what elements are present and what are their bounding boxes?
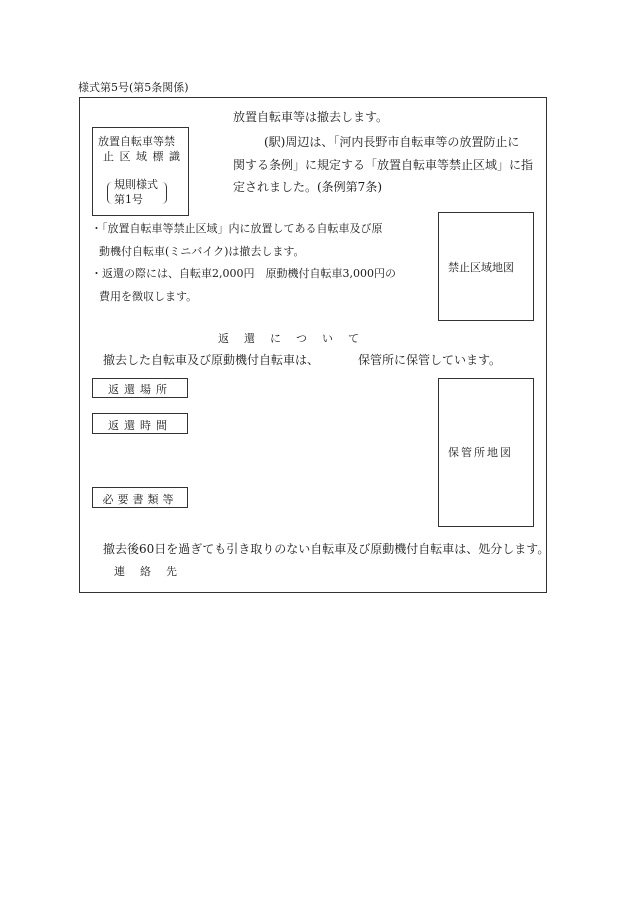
return-section-heading: 返 還 に つ い て — [218, 332, 361, 345]
bullet-2-line2: 費用を徴収します。 — [99, 290, 198, 303]
sign-title-line2: 止 区 域 標 識 — [103, 150, 181, 163]
storage-map-label: 保管所地図 — [448, 446, 513, 459]
contact-label: 連 絡 先 — [114, 565, 179, 578]
sign-sub-line1: 規則様式 — [114, 178, 158, 191]
storage-text-a: 撤去した自転車及び原動機付自転車は、 — [103, 353, 320, 367]
return-time-label: 返還時間 — [108, 419, 172, 432]
sign-sub-line2: 第1号 — [114, 193, 143, 206]
storage-text-b: 保管所に保管しています。 — [358, 353, 502, 367]
sign-title-line1: 放置自転車等禁 — [98, 135, 175, 148]
bullet-2-line1: ・返還の際には、自転車2,000円 原動機付自転車3,000円の — [91, 267, 396, 280]
notice-heading: 放置自転車等は撤去します。 — [233, 110, 389, 124]
form-label: 様式第5号(第5条関係) — [78, 81, 189, 94]
required-docs-label: 必要書類等 — [102, 493, 178, 506]
notice-line2: 関する条例」に規定する「放置自転車等禁止区域」に指 — [233, 158, 534, 172]
disposal-notice: 撤去後60日を過ぎても引き取りのない自転車及び原動機付自転車は、処分します。 — [103, 542, 550, 556]
prohibited-area-map-label: 禁止区域地図 — [448, 261, 514, 274]
notice-line1: (駅)周辺は、「河内長野市自転車等の放置防止に — [264, 135, 520, 149]
bullet-1-line1: ・「放置自転車等禁止区域」内に放置してある自転車及び原 — [91, 222, 383, 235]
notice-line3: 定されました。(条例第7条) — [233, 180, 382, 194]
return-place-label: 返還場所 — [108, 383, 172, 396]
bullet-1-line2: 動機付自転車(ミニバイク)は撤去します。 — [99, 245, 305, 258]
